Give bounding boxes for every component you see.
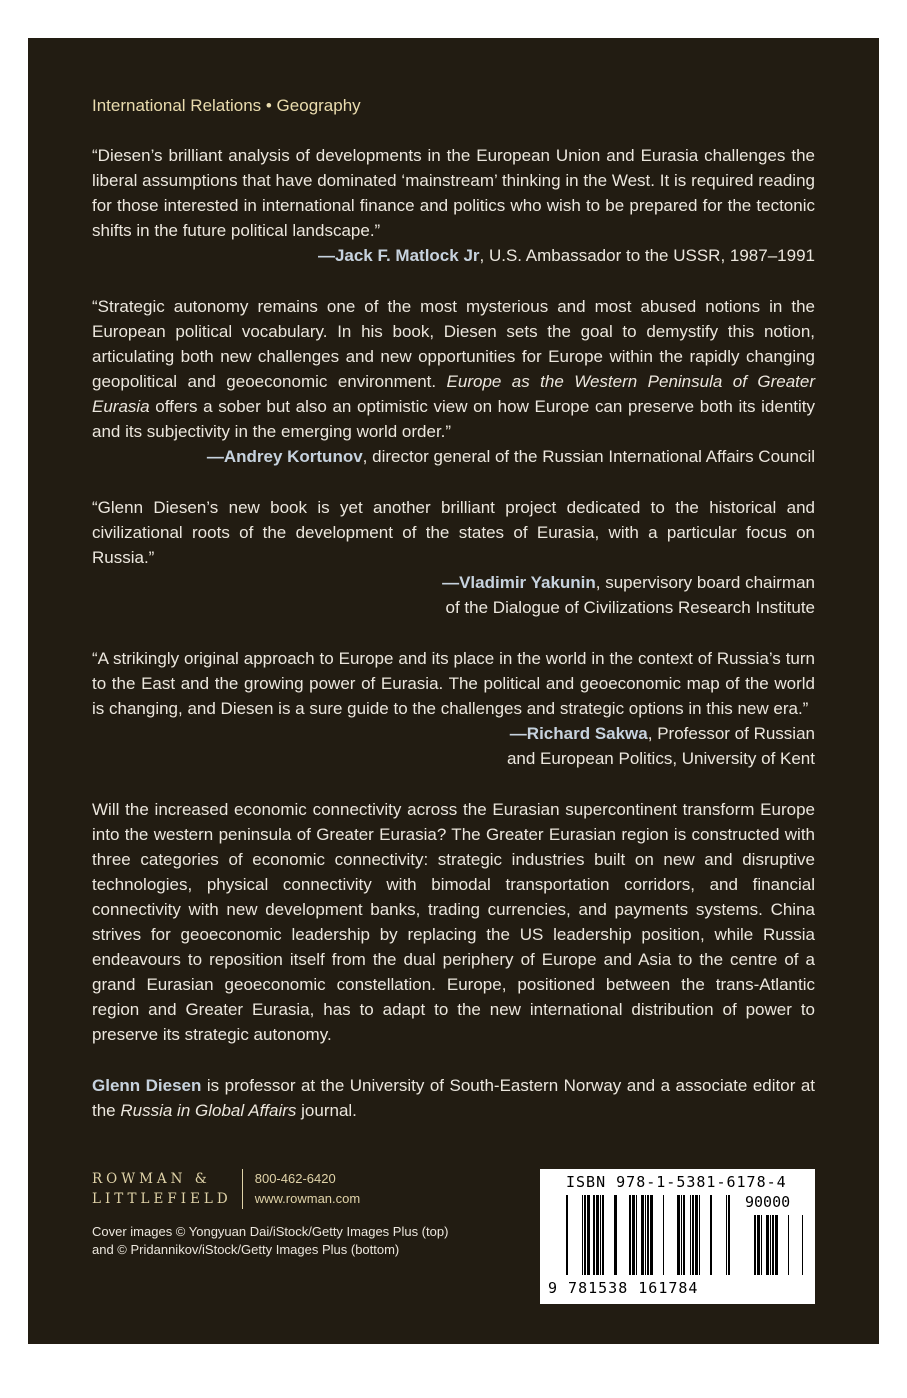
quote-text: “Glenn Diesen’s new book is yet another brilliant project dedicated to the historical and civilizational roots of the development of the states of Eurasia, with a particular focus on Russia.”: [92, 498, 815, 567]
barcode-bar: [596, 1195, 599, 1275]
barcode-bar: [757, 1215, 760, 1275]
quote-text: “Diesen’s brilliant analysis of developments in the European Union and Eurasia challenges the liberal assumptions that have dominated ‘mainstream’ thinking in the West. It is required reading for those interested in international finance and politics who wish to be prepared for the tectonic shifts in the future political landscape.”: [92, 146, 815, 240]
endorser-role-cont: and European Politics, University of Kent: [506, 749, 815, 768]
image-credits: [92, 1223, 448, 1259]
barcode-bar: [681, 1195, 682, 1275]
quote-text: “A strikingly original approach to Europe and its place in the world in the context of Russia’s turn to the East and the growing power of Eurasia. The political and geoeconomic map of the world is changing, and Diesen is a sure guide to the challenges and strategic options in this new era.”: [92, 649, 815, 718]
barcode-bar: [692, 1195, 694, 1275]
barcode-bar: [645, 1195, 646, 1275]
barcode-bar: [770, 1215, 771, 1275]
barcode-bar: [632, 1195, 635, 1275]
author-bio: [92, 1073, 815, 1123]
endorser-role-cont: of the Dialogue of Civilizations Research Institute: [445, 598, 815, 617]
barcode-bar: [766, 1215, 769, 1275]
barcode-bars: [560, 1195, 730, 1275]
book-title: Europe as the Western Peninsula of Greater Eurasia: [92, 372, 815, 416]
publisher-row: [92, 1169, 448, 1209]
endorser-role: , supervisory board chairman: [595, 573, 815, 592]
cover-footer: [92, 1149, 815, 1304]
barcode-bar: [566, 1195, 568, 1275]
barcode-bar: [754, 1215, 756, 1275]
barcode-bar: [602, 1195, 604, 1275]
credit-line: Cover images © Yongyuan Dai/iStock/Getty Images Plus (top): [92, 1224, 449, 1239]
barcode-bar: [761, 1215, 762, 1275]
barcode-bar: [699, 1195, 700, 1275]
barcode-bar: [802, 1215, 803, 1275]
endorser-name: —Richard Sakwa: [509, 724, 648, 743]
barcode-bar: [695, 1195, 698, 1275]
barcode-bar: [636, 1195, 637, 1275]
author-name: Glenn Diesen: [92, 1076, 202, 1095]
divider: [242, 1169, 243, 1209]
barcode-bar: [584, 1195, 586, 1275]
barcode-bar: [647, 1195, 649, 1275]
barcode-digits: 9 781538 161784: [548, 1279, 699, 1297]
barcode-bar: [587, 1195, 590, 1275]
endorser-name: —Jack F. Matlock Jr: [317, 246, 480, 265]
barcode-bar: [775, 1215, 778, 1275]
publisher-contact: [255, 1169, 360, 1209]
barcode-bar: [663, 1195, 664, 1275]
publisher-logo-line: ROWMAN &: [92, 1171, 211, 1187]
endorsement-kortunov: [92, 294, 815, 469]
barcode-bar: [726, 1195, 727, 1275]
barcode-bar: [593, 1195, 595, 1275]
endorsement-matlock: [92, 143, 815, 268]
endorsement-yakunin: [92, 495, 815, 620]
quote-text: “Strategic autonomy remains one of the most mysterious and most abused notions in the European political vocabulary. In his book, Diesen sets the goal to demystify this notion, articulating both new challenges and new opportunities for Europe within the rapidly changing geopolitical and geoeconomic environment.: [92, 297, 815, 391]
endorser-name: —Vladimir Yakunin: [442, 573, 596, 592]
endorser-role: , director general of the Russian International Affairs Council: [362, 447, 815, 466]
book-description: [92, 797, 815, 1047]
price-addon: 90000: [745, 1193, 791, 1211]
barcode-bar: [728, 1195, 730, 1275]
addon-barcode-bars: [745, 1215, 803, 1275]
barcode-bar: [710, 1195, 712, 1275]
endorser-role: , Professor of Russian: [647, 724, 815, 743]
barcode-bar: [788, 1215, 789, 1275]
journal-title: Russia in Global Affairs: [120, 1101, 297, 1120]
barcode-bar: [600, 1195, 601, 1275]
category-label: International Relations • Geography: [92, 96, 361, 115]
quote-text: offers a sober but also an optimistic view on how Europe can preserve both its identity and its subjectivity in the emerging world order.”: [92, 397, 815, 441]
barcode-bar: [772, 1215, 774, 1275]
barcode-bar: [582, 1195, 583, 1275]
publisher-block: [92, 1169, 448, 1259]
barcode-bar: [650, 1195, 653, 1275]
description-text: Will the increased economic connectivity across the Eurasian supercontinent transform Europe into the western peninsula of Greater Eurasia? The Greater Eurasian region is constructed with three categories of economic connectivity: strategic industries built on new and disruptive technologies, physical connectivity with bimodal transportation corridors, and financial connectivity with new development banks, trading currencies, and payments systems. China strives for geoeconomic leadership by replacing the US leadership position, while Russia endeavours to reposition itself from the dual periphery of Europe and Asia to the centre of a grand Eurasian geoeconomic constellation. Europe, positioned between the trans-Atlantic region and Greater Eurasia, has to adapt to the new international distribution of power to preserve its strategic autonomy.: [92, 800, 815, 1044]
endorser-role: , U.S. Ambassador to the USSR, 1987–1991: [479, 246, 815, 265]
barcode-bar: [683, 1195, 685, 1275]
endorser-name: —Andrey Kortunov: [206, 447, 363, 466]
credit-line: and © Pridannikov/iStock/Getty Images Plus (bottom): [92, 1242, 400, 1257]
barcode-bar: [629, 1195, 631, 1275]
isbn-text: ISBN 978-1-5381-6178-4: [566, 1173, 787, 1191]
publisher-phone: 800-462-6420: [254, 1171, 336, 1186]
bio-text: journal.: [296, 1101, 357, 1120]
publisher-logo: [92, 1169, 232, 1209]
barcode-bar: [690, 1195, 691, 1275]
barcode-bar: [677, 1195, 680, 1275]
barcode-bar: [614, 1195, 617, 1275]
publisher-website: www.rowman.com: [254, 1191, 361, 1206]
endorsement-sakwa: [92, 646, 815, 771]
bio-text: is professor at the University of South-Eastern Norway and a associate editor at the: [92, 1076, 816, 1120]
barcode-bar: [641, 1195, 644, 1275]
back-cover: [28, 38, 879, 1344]
publisher-logo-line: LITTLEFIELD: [92, 1191, 232, 1207]
isbn-barcode: [540, 1169, 815, 1304]
